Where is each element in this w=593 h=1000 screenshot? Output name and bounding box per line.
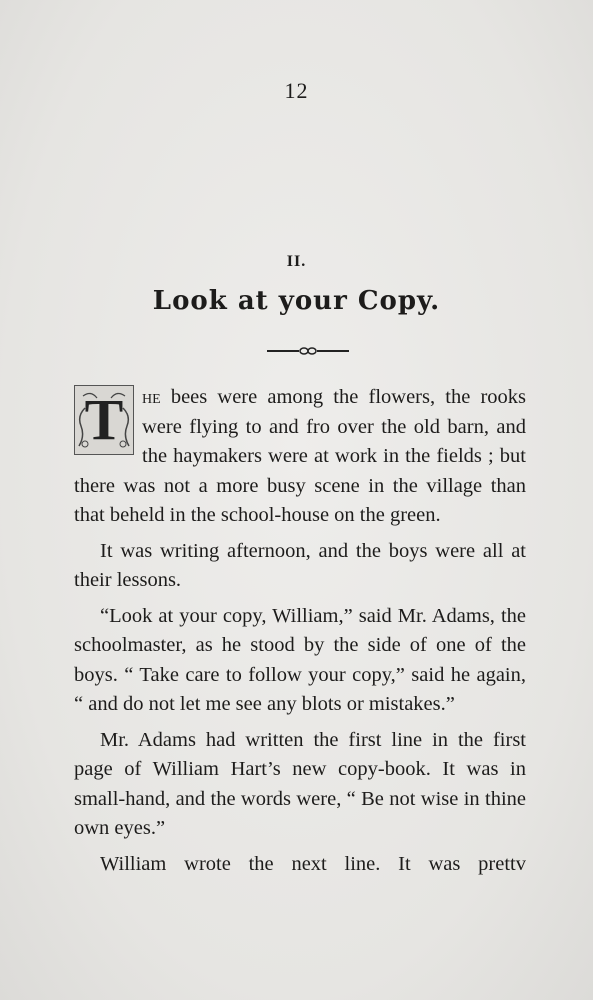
paragraph-1 [74, 383, 526, 531]
page-number: 12 [284, 78, 309, 103]
paragraph-4: Mr. Adams had written the first line in the first page of William Hart’s new copy-book. It was in small-hand, and the words were, “ Be not wise in thine own eyes.” [74, 728, 526, 839]
paragraph-1-lead: he [142, 386, 161, 408]
paragraph-2: It was writing afternoon, and the boys were all at their lessons. [74, 539, 526, 591]
chapter-number: II. [286, 253, 307, 270]
ornament-divider [265, 343, 351, 359]
paragraph-1-text: bees were among the flowers, the rooks were flying to and fro over the old barn, and the haymakers were at work in the fields ; but there was not a more busy scene in the village than that beheld in the school-house on the green. [74, 386, 526, 526]
dropcap-letter: T [84, 387, 124, 452]
decorated-dropcap [74, 385, 134, 455]
chapter-title: Look at your Copy. [152, 286, 441, 316]
paragraph-5: William wrote the next line. It was prettv [100, 852, 526, 875]
paragraph-3: “Look at your copy, William,” said Mr. Adams, the schoolmaster, as he stood by the side of one of the boys. “ Take care to follow your copy,” said he again, “ and do not let me see any blots or mistakes.” [74, 604, 526, 715]
body-text [74, 383, 526, 879]
